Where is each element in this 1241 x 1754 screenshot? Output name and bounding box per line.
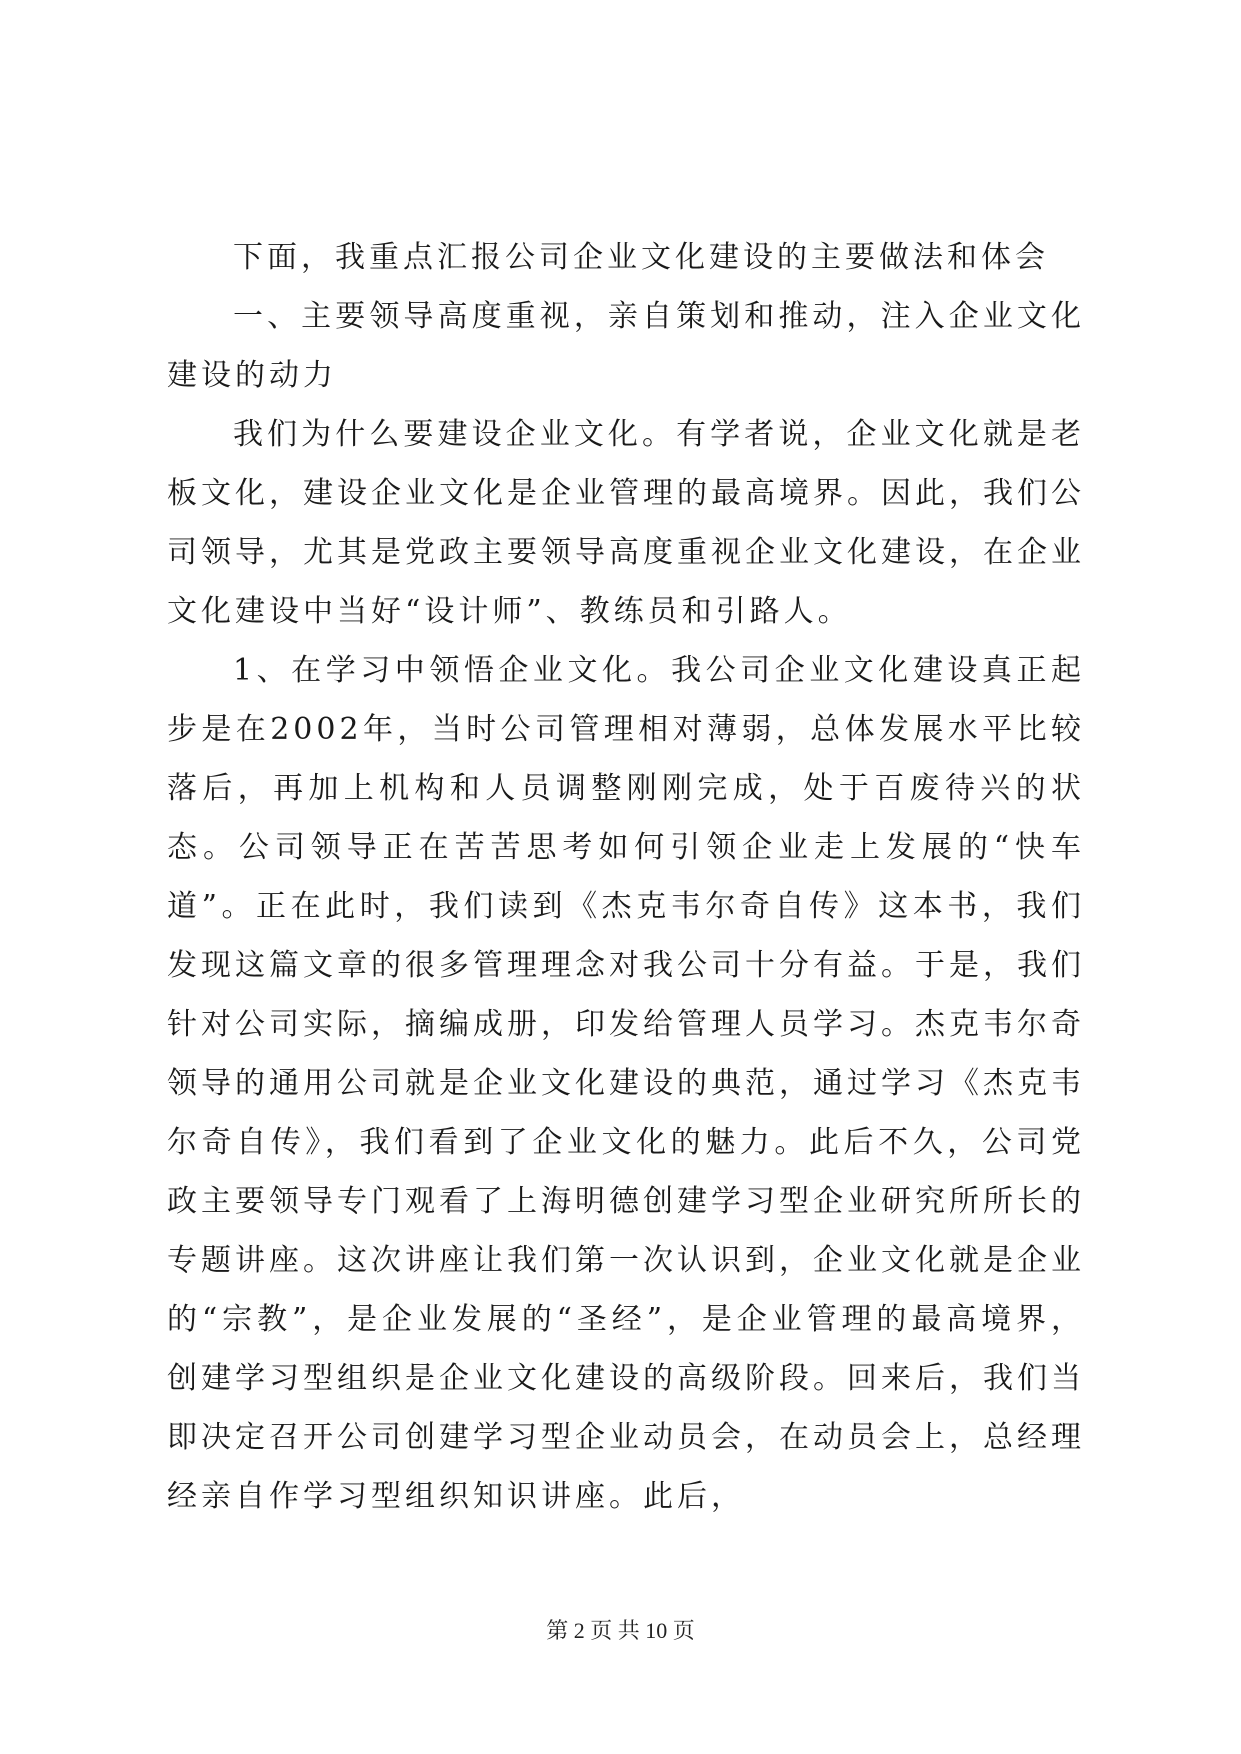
paragraph-why-culture: 我们为什么要建设企业文化。有学者说，企业文化就是老板文化，建设企业文化是企业管理的最高境界。因此，我们公司领导，尤其是党政主要领导高度重视企业文化建设，在企业文化建设中当好“设计师”、教练员和引路人。 xyxy=(167,417,1085,629)
page-number-footer: 第 2 页 共 10 页 xyxy=(546,1618,695,1643)
section-heading: 一、主要领导高度重视，亲自策划和推动，注入企业文化建设的动力 xyxy=(167,299,1085,393)
paragraph-learning: 1、在学习中领悟企业文化。我公司企业文化建设真正起步是在2002年，当时公司管理相对薄弱，总体发展水平比较落后，再加上机构和人员调整刚刚完成，处于百废待兴的状态。公司领导正在苦苦思考如何引领企业走上发展的“快车道”。正在此时，我们读到《杰克韦尔奇自传》这本书，我们发现这篇文章的很多管理理念对我公司十分有益。于是，我们针对公司实际，摘编成册，印发给管理人员学习。杰克韦尔奇领导的通用公司就是企业文化建设的典范，通过学习《杰克韦尔奇自传》，我们看到了企业文化的魅力。此后不久，公司党政主要领导专门观看了上海明德创建学习型企业研究所所长的专题讲座。这次讲座让我们第一次认识到，企业文化就是企业的“宗教”，是企业发展的“圣经”，是企业管理的最高境界，创建学习型组织是企业文化建设的高级阶段。回来后，我们当即决定召开公司创建学习型企业动员会，在动员会上，总经理经亲自作学习型组织知识讲座。此后， xyxy=(167,653,1085,1514)
paragraph-intro: 下面，我重点汇报公司企业文化建设的主要做法和体会 xyxy=(233,240,1049,275)
document-body xyxy=(167,228,1085,1526)
